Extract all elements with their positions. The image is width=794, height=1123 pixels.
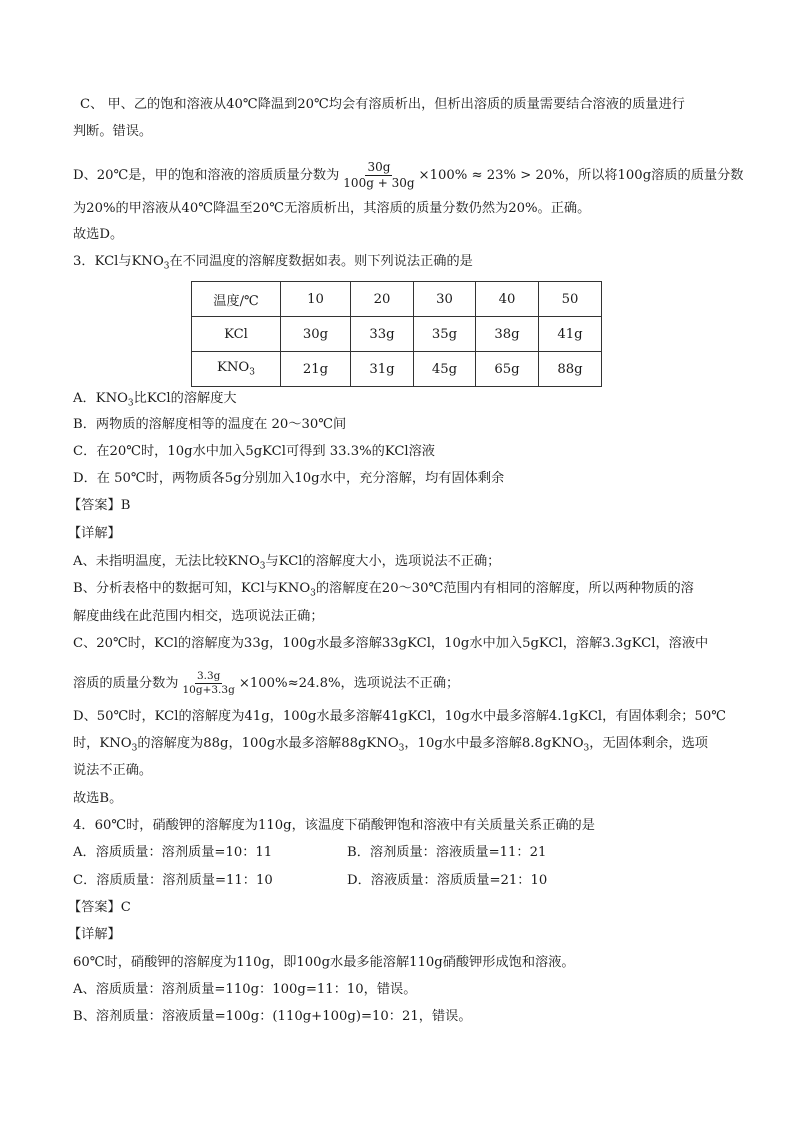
table-cell: 21g xyxy=(281,352,351,387)
table-cell: 30g xyxy=(281,317,351,352)
question-3-stem: 3．KCl与$KNO_3$在不同温度的溶解度数据如表。则下列说法正确的是 xyxy=(73,254,473,272)
table-cell: 35g xyxy=(414,317,476,352)
question-3-explanation-d-1: D、50℃时，KCl的溶解度为41g，100g水最多溶解41gKCl，10g水中最多溶解4.1gKCl，有固体剩余；50℃ xyxy=(73,709,726,724)
solubility-table xyxy=(191,281,602,387)
table-cell: $KNO_3$ xyxy=(192,352,281,387)
table-cell: 31g xyxy=(351,352,414,387)
question-4-answer: 【答案】C xyxy=(68,900,131,915)
question-4-option-c: C．溶质质量：溶剂质量=11：10 xyxy=(73,873,273,888)
table-cell: KCl xyxy=(192,317,281,352)
fraction: $\frac{3.3g}{10g+3.3g}$ xyxy=(182,670,235,696)
question-3-explanation-c-2: 溶质的质量分数为 $\frac{3.3g}{10g+3.3g}$ ×100%≈24.8%，选项说法不正确； xyxy=(73,670,460,696)
option-c-text-2: 判断。错误。 xyxy=(73,124,153,139)
table-cell: 50 xyxy=(539,282,602,317)
option-d-text-1: D、20℃是，甲的饱和溶液的溶质质量分数为 $\frac{30g}{100g + 30g}$ ×100% ≈ 23% > 20%，所以将100g溶质的质量分数 xyxy=(73,160,744,190)
question-3-explanation-d-3: 说法不正确。 xyxy=(73,763,153,778)
table-cell: 88g xyxy=(539,352,602,387)
question-3-detail-heading: 【详解】 xyxy=(68,526,121,541)
table-cell: 10 xyxy=(281,282,351,317)
table-row xyxy=(192,317,602,352)
table-cell: 38g xyxy=(476,317,539,352)
table-cell: 65g xyxy=(476,352,539,387)
question-3-option-c: C．在20℃时，10g水中加入5gKCl可得到 33.3%的KCl溶液 xyxy=(73,444,435,459)
option-c-text-1: C、 甲、乙的饱和溶液从40℃降温到20℃均会有溶质析出，但析出溶质的质量需要结合溶液的质量进行 xyxy=(80,97,685,112)
question-3-answer: 【答案】B xyxy=(68,498,131,513)
question-3-explanation-b-1: B、分析表格中的数据可知，KCl与$KNO_3$的溶解度在20～30℃范围内有相同的溶解度，所以两种物质的溶 xyxy=(73,581,694,599)
question-3-explanation-c-1: C、20℃时，KCl的溶解度为33g，100g水最多溶解33gKCl，10g水中加入5gKCl，溶解3.3gKCl，溶液中 xyxy=(73,636,709,651)
question-4-detail-heading: 【详解】 xyxy=(68,927,121,942)
question-4-option-b: B．溶剂质量：溶液质量=11：21 xyxy=(347,845,547,860)
table-cell: 40 xyxy=(476,282,539,317)
table-cell: 41g xyxy=(539,317,602,352)
table-row xyxy=(192,352,602,387)
question-3-explanation-a: A、未指明温度，无法比较$KNO_3$与KCl的溶解度大小，选项说法不正确； xyxy=(73,554,501,572)
question-3-option-d: D．在 50℃时，两物质各5g分别加入10g水中，充分溶解，均有固体剩余 xyxy=(73,471,505,486)
question-4-explanation-a: A、溶质质量：溶剂质量=110g：100g=11：10，错误。 xyxy=(73,982,417,997)
table-cell: 45g xyxy=(414,352,476,387)
table-cell: 30 xyxy=(414,282,476,317)
question-4-stem: 4．60℃时，硝酸钾的溶解度为110g，该温度下硝酸钾饱和溶液中有关质量关系正确的是 xyxy=(73,818,595,833)
question-3-option-b: B．两物质的溶解度相等的温度在 20～30℃间 xyxy=(73,417,347,432)
fraction: $\frac{30g}{100g + 30g}$ xyxy=(343,160,415,190)
table-row xyxy=(192,282,602,317)
conclusion-b: 故选B。 xyxy=(73,791,123,806)
question-3-explanation-d-2: 时，$KNO_3$的溶解度为88g，100g水最多溶解88gKNO$_3$，10g水中最多溶解8.8gKNO$_3$，无固体剩余，选项 xyxy=(73,736,708,754)
question-3-option-a: A．$KNO_3$比KCl的溶解度大 xyxy=(73,391,237,409)
table-cell: 温度/℃ xyxy=(192,282,281,317)
option-d-text-2: 为20%的甲溶液从40℃降温至20℃无溶质析出，其溶质的质量分数仍然为20%。正确。 xyxy=(73,201,591,216)
question-4-option-d: D．溶液质量：溶质质量=21：10 xyxy=(347,873,548,888)
question-3-explanation-b-2: 解度曲线在此范围内相交，选项说法正确； xyxy=(73,609,324,624)
question-4-option-a: A．溶质质量：溶剂质量=10：11 xyxy=(73,845,273,860)
conclusion-d: 故选D。 xyxy=(73,227,124,242)
question-4-explanation-b: B、溶剂质量：溶液质量=100g：(110g+100g)=10：21，错误。 xyxy=(73,1009,472,1024)
table-cell: 33g xyxy=(351,317,414,352)
question-4-explanation-1: 60℃时，硝酸钾的溶解度为110g，即100g水最多能溶解110g硝酸钾形成饱和溶液。 xyxy=(73,955,575,970)
table-cell: 20 xyxy=(351,282,414,317)
